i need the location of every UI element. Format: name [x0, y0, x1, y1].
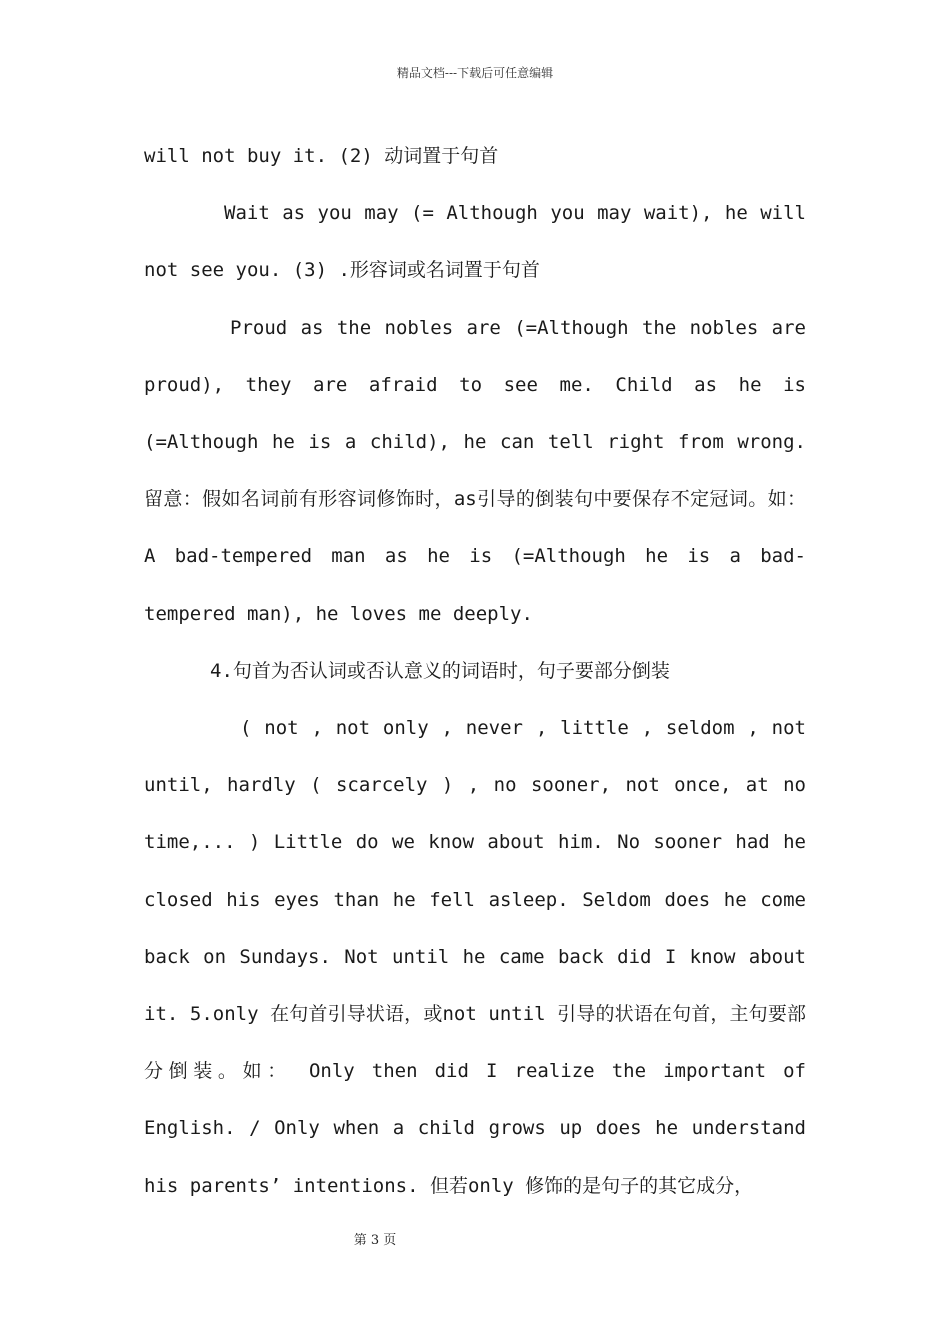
paragraph-2: Wait as you may (= Although you may wait), he will not see you. (3) .形容词或名词置于句首: [144, 202, 806, 282]
page-number: 第 3 页: [353, 1233, 397, 1248]
document-body: [144, 128, 806, 1215]
paragraph-4: 4.句首为否认词或否认意义的词语时，句子要部分倒装: [210, 659, 670, 682]
paragraph-3: Proud as the nobles are (=Although the nobles are proud), they are afraid to see me. Child as he is (=Although he is a child), he can tell right from wrong. 留意：假如名词前有形容词修饰时，as引导的倒装句中要保存不定冠词。如： A bad-tempered man as he is (=Although he is a bad-tempered man), he loves me deeply.: [144, 316, 806, 625]
paragraph-1: will not buy it. (2) 动词置于句首: [144, 145, 499, 167]
page-header: 精品文档---下载后可任意编辑: [396, 66, 554, 80]
paragraph-5: ( not , not only , never , little , seldom , not until, hardly ( scarcely ) , no sooner, not once, at no time,... ) Little do we know about him. No sooner had he closed his eyes than he fell asleep. Seldom does he come back on Sundays. Not until he came back did I know about it. 5.only 在句首引导状语，或not until 引导的状语在句首，主句要部分倒装。如： Only then did I realize the important of English. / Only when a child grows up does he understand his parents’ intentions. 但若only 修饰的是句子的其它成分，: [144, 717, 806, 1197]
